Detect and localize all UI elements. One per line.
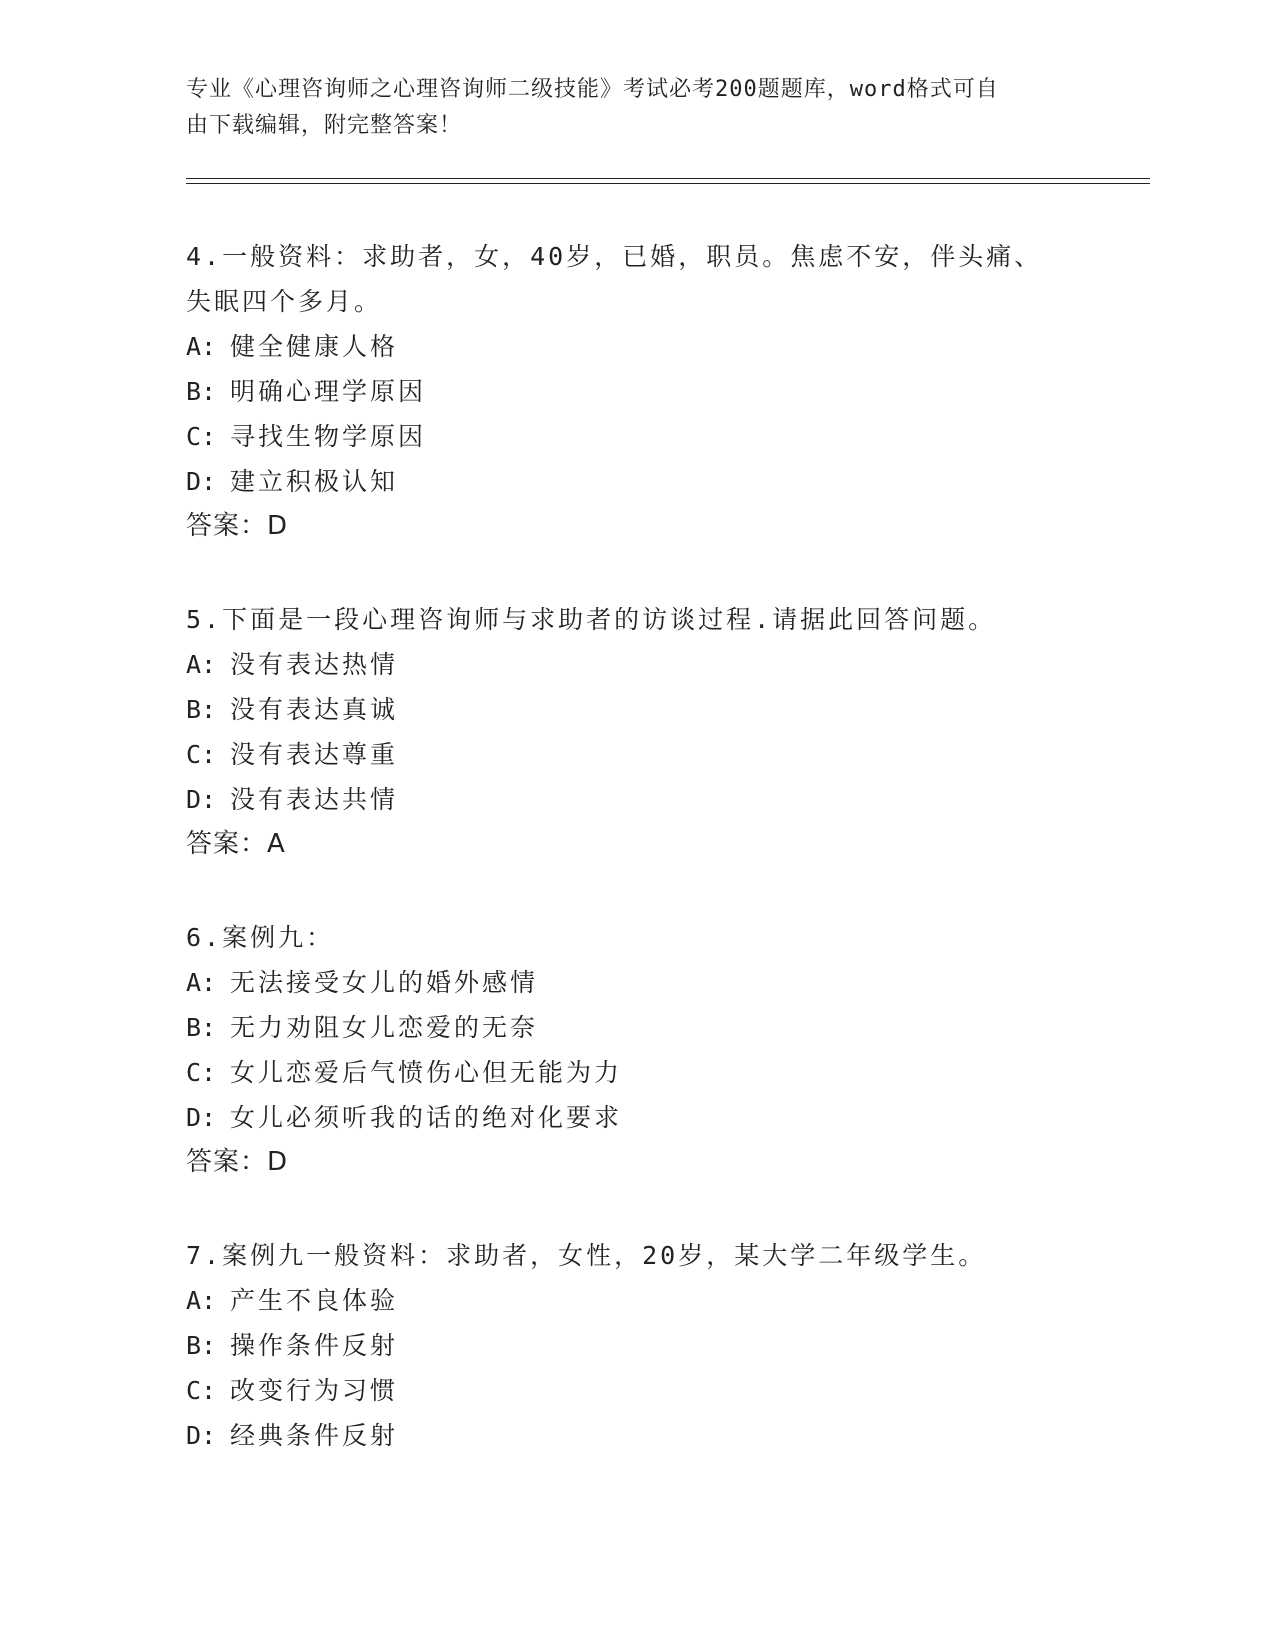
option-text: 建立积极认知 xyxy=(230,467,399,496)
option-c xyxy=(186,732,1086,777)
option-letter: D: xyxy=(186,467,217,496)
option-c xyxy=(186,1050,1086,1095)
option-letter: C: xyxy=(186,1376,217,1405)
header-line-1: 专业《心理咨询师之心理咨询师二级技能》考试必考200题题库，word格式可自 xyxy=(186,77,999,102)
option-d xyxy=(186,777,1086,822)
option-text: 没有表达热情 xyxy=(230,650,399,679)
question-7 xyxy=(186,1233,1086,1458)
option-d xyxy=(186,1095,1086,1140)
option-a xyxy=(186,1278,1086,1323)
option-text: 女儿恋爱后气愤伤心但无能为力 xyxy=(230,1058,623,1087)
option-letter: B: xyxy=(186,1331,217,1360)
question-stem: 4.一般资料：求助者，女，40岁，已婚，职员。焦虑不安，伴头痛、 xyxy=(186,242,1043,271)
question-stem-continued: 失眠四个多月。 xyxy=(186,287,383,316)
answer-line: 答案：D xyxy=(186,1147,289,1177)
header-divider-bottom xyxy=(186,183,1150,184)
option-text: 女儿必须听我的话的绝对化要求 xyxy=(230,1103,623,1132)
answer-line: 答案：D xyxy=(186,511,289,541)
option-b xyxy=(186,1005,1086,1050)
question-5 xyxy=(186,597,1086,867)
option-letter: B: xyxy=(186,695,217,724)
option-c xyxy=(186,414,1086,459)
option-letter: C: xyxy=(186,422,217,451)
answer-line: 答案：A xyxy=(186,829,286,859)
option-b xyxy=(186,1323,1086,1368)
option-text: 无力劝阻女儿恋爱的无奈 xyxy=(230,1013,539,1042)
question-stem: 7.案例九一般资料：求助者，女性，20岁，某大学二年级学生。 xyxy=(186,1241,987,1270)
question-4 xyxy=(186,234,1086,549)
option-a xyxy=(186,324,1086,369)
option-text: 明确心理学原因 xyxy=(230,377,427,406)
option-text: 经典条件反射 xyxy=(230,1421,399,1450)
option-letter: D: xyxy=(186,785,217,814)
option-text: 没有表达真诚 xyxy=(230,695,399,724)
option-text: 健全健康人格 xyxy=(230,332,399,361)
option-text: 改变行为习惯 xyxy=(230,1376,399,1405)
header-line-2: 由下载编辑，附完整答案！ xyxy=(186,113,463,138)
option-letter: D: xyxy=(186,1103,217,1132)
question-stem: 5.下面是一段心理咨询师与求助者的访谈过程.请据此回答问题。 xyxy=(186,605,997,634)
option-text: 没有表达尊重 xyxy=(230,740,399,769)
option-text: 没有表达共情 xyxy=(230,785,399,814)
option-text: 寻找生物学原因 xyxy=(230,422,427,451)
option-text: 产生不良体验 xyxy=(230,1286,399,1315)
document-header xyxy=(186,72,1086,144)
option-c xyxy=(186,1368,1086,1413)
option-d xyxy=(186,1413,1086,1458)
option-letter: B: xyxy=(186,377,217,406)
question-stem: 6.案例九： xyxy=(186,923,335,952)
option-letter: A: xyxy=(186,1286,217,1315)
header-divider-top xyxy=(186,178,1150,179)
option-b xyxy=(186,687,1086,732)
option-letter: A: xyxy=(186,968,217,997)
option-text: 无法接受女儿的婚外感情 xyxy=(230,968,539,997)
option-d xyxy=(186,459,1086,504)
option-letter: B: xyxy=(186,1013,217,1042)
question-6 xyxy=(186,915,1086,1185)
option-b xyxy=(186,369,1086,414)
option-letter: C: xyxy=(186,1058,217,1087)
option-letter: A: xyxy=(186,332,217,361)
option-letter: D: xyxy=(186,1421,217,1450)
option-a xyxy=(186,960,1086,1005)
option-letter: A: xyxy=(186,650,217,679)
option-text: 操作条件反射 xyxy=(230,1331,399,1360)
option-a xyxy=(186,642,1086,687)
option-letter: C: xyxy=(186,740,217,769)
